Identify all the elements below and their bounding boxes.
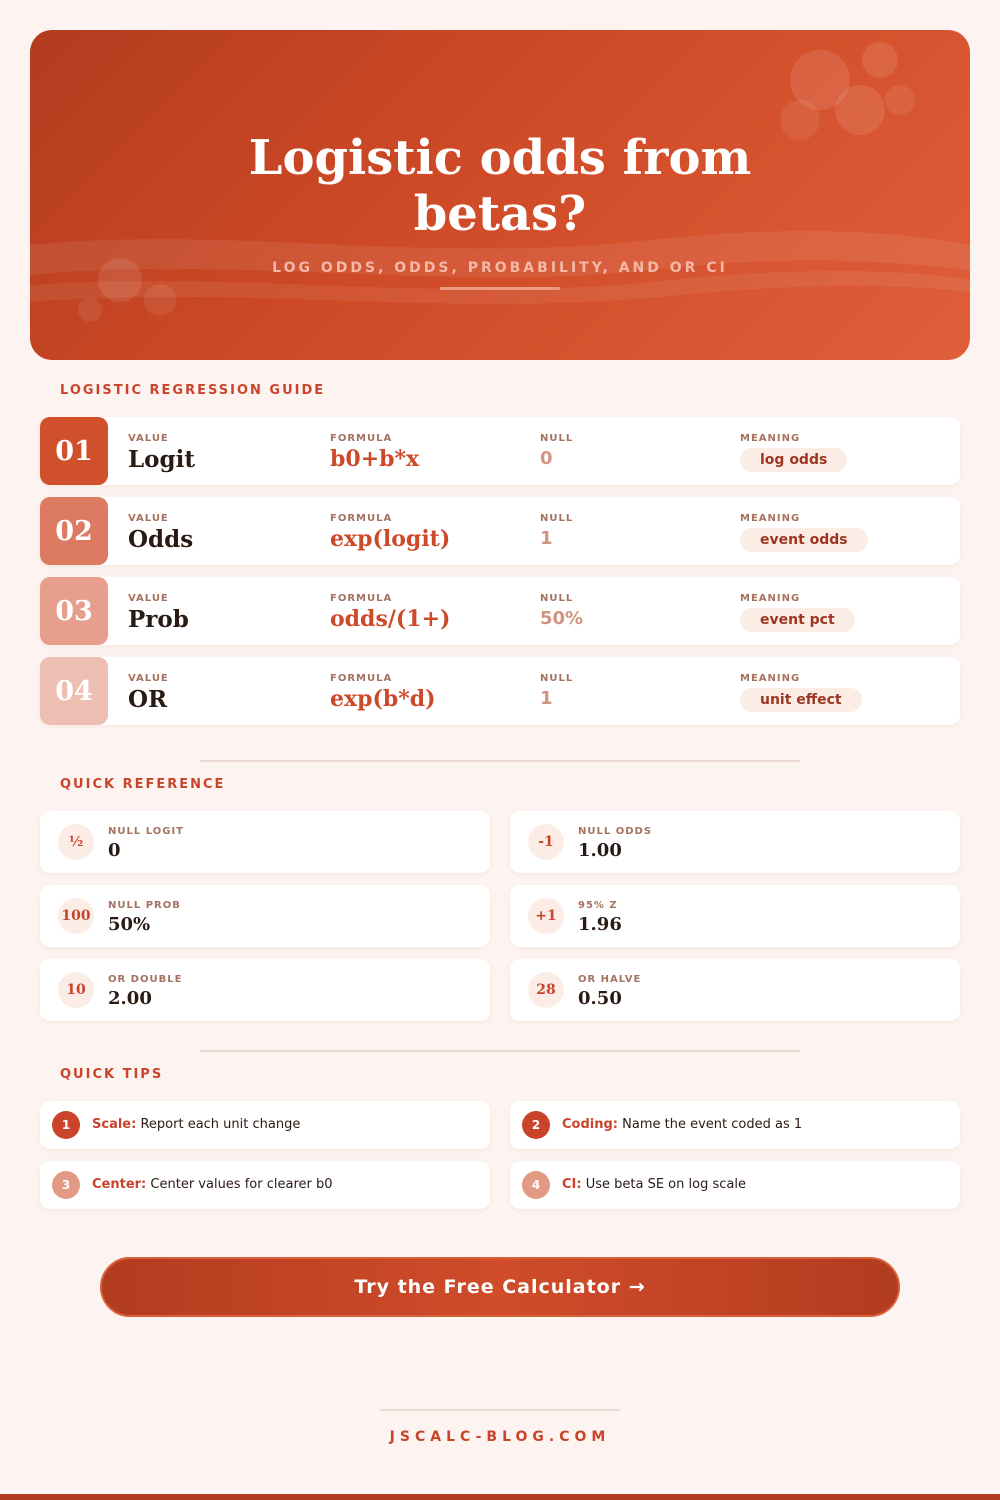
formula-label: FORMULA: [330, 433, 393, 444]
tip-key: Coding:: [562, 1117, 618, 1132]
hero-banner: [30, 30, 970, 360]
divider: [200, 760, 800, 762]
reference-card: [40, 959, 490, 1021]
guide-row: [40, 657, 960, 725]
reference-badge: 10: [58, 972, 94, 1008]
tip-key: Scale:: [92, 1117, 137, 1132]
page-title: Logistic odds from betas?: [248, 130, 752, 242]
null-label: NULL: [540, 593, 574, 604]
subtitle-underline: [440, 287, 560, 290]
null-value: 0: [540, 448, 553, 469]
value-column: [128, 433, 195, 473]
tip-text: [562, 1177, 746, 1192]
guide-row: [40, 497, 960, 565]
footer-divider: [380, 1409, 620, 1411]
reference-label: NULL LOGIT: [108, 826, 184, 837]
null-column: [540, 593, 583, 629]
reference-badge: -1: [528, 824, 564, 860]
reference-badge: 28: [528, 972, 564, 1008]
row-number: 03: [40, 577, 108, 645]
value-label: VALUE: [128, 513, 169, 524]
tip-body: Report each unit change: [140, 1117, 301, 1132]
value-label: VALUE: [128, 593, 169, 604]
tip-number: 4: [522, 1171, 550, 1199]
meaning-column: [740, 433, 847, 472]
formula-text: odds/(1+): [330, 606, 451, 632]
bottom-bar: [0, 1494, 1000, 1500]
reference-value: 50%: [108, 914, 151, 935]
value-column: [128, 673, 169, 713]
reference-label: NULL ODDS: [578, 826, 653, 837]
null-value: 1: [540, 688, 553, 709]
tip-body: Use beta SE on log scale: [585, 1177, 746, 1192]
formula-column: [330, 433, 419, 472]
row-number: 04: [40, 657, 108, 725]
meaning-label: MEANING: [740, 513, 801, 524]
null-label: NULL: [540, 513, 574, 524]
meaning-column: [740, 593, 855, 632]
guide-row: [40, 417, 960, 485]
reference-card: [510, 811, 960, 873]
meaning-pill: unit effect: [740, 688, 862, 712]
meaning-column: [740, 513, 868, 552]
tip-text: [562, 1117, 802, 1132]
null-label: NULL: [540, 673, 574, 684]
null-column: [540, 673, 573, 709]
null-label: NULL: [540, 433, 574, 444]
reference-card: [40, 811, 490, 873]
reference-label: 95% Z: [578, 900, 618, 911]
tip-item: [40, 1161, 490, 1209]
value-label: VALUE: [128, 433, 169, 444]
reference-badge: 100: [58, 898, 94, 934]
reference-card: [510, 959, 960, 1021]
section-label-guide: LOGISTIC REGRESSION GUIDE: [60, 383, 326, 398]
value-text: Prob: [128, 606, 189, 633]
null-value: 1: [540, 528, 553, 549]
formula-column: [330, 513, 450, 552]
meaning-pill: event pct: [740, 608, 855, 632]
tip-text: [92, 1117, 300, 1132]
value-label: VALUE: [128, 673, 169, 684]
row-number: 02: [40, 497, 108, 565]
value-column: [128, 513, 193, 553]
section-label-tips: QUICK TIPS: [60, 1067, 164, 1082]
reference-label: OR HALVE: [578, 974, 642, 985]
formula-label: FORMULA: [330, 513, 393, 524]
null-column: [540, 513, 573, 549]
reference-value: 1.00: [578, 840, 622, 861]
tip-item: [510, 1161, 960, 1209]
reference-badge: ½: [58, 824, 94, 860]
try-calculator-button[interactable]: Try the Free Calculator →: [100, 1257, 900, 1317]
formula-label: FORMULA: [330, 593, 393, 604]
tip-number: 1: [52, 1111, 80, 1139]
null-value: 50%: [540, 608, 584, 629]
divider: [200, 1050, 800, 1052]
formula-text: exp(b*d): [330, 686, 436, 712]
page-subtitle: LOG ODDS, ODDS, PROBABILITY, AND OR CI: [272, 260, 728, 276]
footer-site-link[interactable]: JSCALC-BLOG.COM: [389, 1429, 611, 1445]
tip-body: Name the event coded as 1: [622, 1117, 803, 1132]
meaning-label: MEANING: [740, 433, 801, 444]
value-column: [128, 593, 189, 633]
guide-row: [40, 577, 960, 645]
value-text: OR: [128, 686, 168, 713]
formula-text: b0+b*x: [330, 446, 420, 472]
formula-column: [330, 673, 436, 712]
tip-body: Center values for clearer b0: [150, 1177, 333, 1192]
reference-card: [40, 885, 490, 947]
meaning-label: MEANING: [740, 673, 801, 684]
value-text: Odds: [128, 526, 194, 553]
meaning-pill: event odds: [740, 528, 868, 552]
reference-value: 0: [108, 840, 121, 861]
tip-text: [92, 1177, 333, 1192]
tip-number: 3: [52, 1171, 80, 1199]
reference-value: 0.50: [578, 988, 622, 1009]
section-label-reference: QUICK REFERENCE: [60, 777, 226, 792]
row-number: 01: [40, 417, 108, 485]
tip-number: 2: [522, 1111, 550, 1139]
formula-column: [330, 593, 450, 632]
tip-item: [40, 1101, 490, 1149]
tip-item: [510, 1101, 960, 1149]
reference-card: [510, 885, 960, 947]
null-column: [540, 433, 573, 469]
reference-label: OR DOUBLE: [108, 974, 183, 985]
reference-label: NULL PROB: [108, 900, 181, 911]
reference-badge: +1: [528, 898, 564, 934]
formula-label: FORMULA: [330, 673, 393, 684]
formula-text: exp(logit): [330, 526, 451, 552]
meaning-pill: log odds: [740, 448, 847, 472]
tip-key: CI:: [562, 1177, 582, 1192]
reference-value: 1.96: [578, 914, 622, 935]
tip-key: Center:: [92, 1177, 147, 1192]
meaning-column: [740, 673, 862, 712]
meaning-label: MEANING: [740, 593, 801, 604]
value-text: Logit: [128, 446, 195, 473]
reference-value: 2.00: [108, 988, 152, 1009]
